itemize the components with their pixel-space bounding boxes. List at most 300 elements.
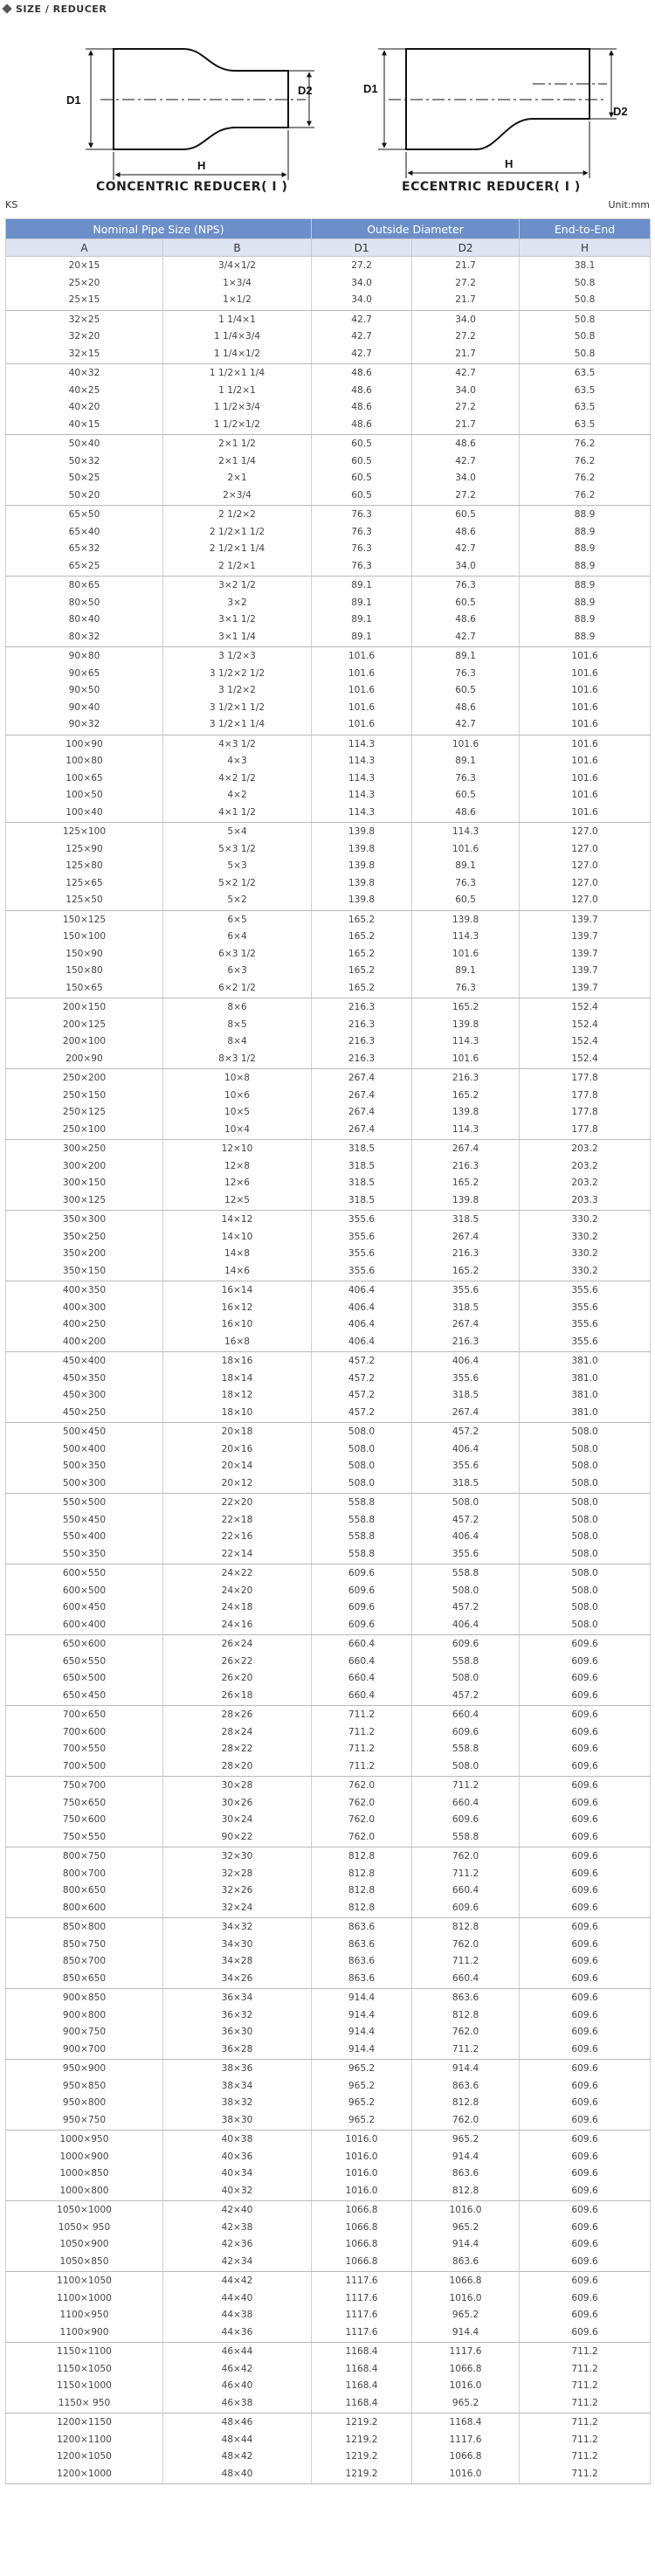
- cell-d1: [312, 647, 412, 736]
- cell-line: 750×650: [62, 1797, 107, 1808]
- cell-line: 1200×1000: [57, 2468, 112, 2479]
- cell-line: 46×44: [221, 2346, 253, 2357]
- cell-line: 355.6: [452, 1285, 479, 1295]
- cell-line: 101.6: [348, 685, 376, 695]
- header-nps: Nominal Pipe Size (NPS): [6, 219, 312, 239]
- cell-a: [6, 1423, 163, 1494]
- table-row-group: [6, 647, 651, 736]
- cell-a: [6, 364, 163, 435]
- cell-line: 34.0: [455, 314, 476, 325]
- cell-line: 12×8: [224, 1160, 251, 1171]
- cell-line: 1016.0: [345, 2134, 378, 2144]
- cell-line: 165.2: [452, 1178, 479, 1188]
- cell-line: 1000×850: [59, 2168, 109, 2179]
- cell-d2: [412, 1706, 520, 1777]
- cell-line: 21.7: [455, 260, 476, 271]
- cell-line: 609.6: [571, 1992, 598, 2003]
- cell-b: [163, 1635, 312, 1706]
- cell-line: 965.2: [348, 2097, 376, 2108]
- cell-line: 3 1/2×3: [218, 651, 256, 661]
- cell-line: 114.3: [348, 756, 376, 766]
- concentric-d2-label: D2: [298, 84, 313, 97]
- cell-line: 762.0: [452, 2027, 479, 2037]
- cell-h: [520, 435, 651, 506]
- cell-d2: [412, 1281, 520, 1352]
- cell-line: 1066.8: [449, 2451, 482, 2462]
- cell-line: 114.3: [348, 790, 376, 800]
- cell-line: 609.6: [571, 2310, 598, 2320]
- cell-line: 36×34: [221, 1992, 253, 2003]
- cell-line: 24×18: [221, 1602, 253, 1613]
- cell-a: [6, 910, 163, 998]
- cell-line: 12×5: [224, 1194, 251, 1205]
- cell-line: 88.9: [574, 560, 596, 571]
- cell-d1: [312, 1211, 412, 1281]
- cell-line: 600×450: [62, 1602, 107, 1613]
- cell-d1: [312, 1352, 412, 1423]
- cell-line: 88.9: [574, 631, 596, 642]
- cell-line: 16×12: [221, 1302, 253, 1313]
- cell-line: 139.7: [571, 931, 598, 942]
- cell-line: 101.6: [348, 719, 376, 729]
- cell-line: 457.2: [452, 1689, 479, 1701]
- cell-line: 609.6: [452, 1902, 479, 1913]
- cell-line: 711.2: [571, 2434, 598, 2445]
- cell-line: 10×4: [224, 1123, 251, 1135]
- cell-d1: [312, 435, 412, 506]
- cell-line: 609.6: [571, 1760, 598, 1771]
- cell-line: 139.7: [571, 965, 598, 976]
- cell-line: 914.4: [348, 2027, 376, 2037]
- cell-b: [163, 1211, 312, 1281]
- cell-line: 609.6: [571, 1673, 598, 1683]
- cell-a: [6, 1989, 163, 2060]
- cell-line: 2×3/4: [223, 489, 252, 501]
- cell-d1: [312, 823, 412, 911]
- cell-a: [6, 2414, 163, 2484]
- cell-b: [163, 435, 312, 506]
- cell-line: 650×450: [62, 1689, 107, 1701]
- cell-d1: [312, 310, 412, 364]
- cell-h: [520, 1281, 651, 1352]
- section-title: SIZE / REDUCER: [16, 3, 107, 15]
- cell-line: 101.6: [571, 806, 598, 818]
- cell-b: [163, 1564, 312, 1635]
- cell-line: 21.7: [455, 294, 476, 305]
- cell-d1: [312, 2201, 412, 2272]
- cell-line: 34.0: [351, 294, 372, 305]
- cell-line: 48.6: [351, 418, 372, 430]
- cell-line: 762.0: [348, 1780, 376, 1791]
- cell-line: 18×10: [221, 1406, 253, 1418]
- cell-line: 609.6: [571, 1956, 598, 1966]
- cell-line: 800×650: [62, 1885, 107, 1896]
- table-row-group: [6, 2060, 651, 2131]
- cell-line: 965.2: [452, 2134, 479, 2144]
- cell-h: [520, 647, 651, 736]
- cell-line: 32×30: [221, 1851, 253, 1861]
- cell-line: 44×38: [221, 2310, 253, 2320]
- cell-line: 80×65: [68, 580, 100, 590]
- cell-line: 250×125: [62, 1107, 107, 1117]
- cell-line: 4×2: [227, 790, 247, 800]
- cell-a: [6, 2343, 163, 2414]
- cell-line: 406.4: [348, 1336, 376, 1347]
- cell-d2: [412, 435, 520, 506]
- cell-line: 30×28: [221, 1780, 253, 1791]
- cell-line: 40×36: [221, 2151, 253, 2162]
- cell-line: 46×42: [221, 2363, 253, 2374]
- cell-line: 508.0: [452, 1760, 479, 1771]
- cell-line: 34×30: [221, 1938, 253, 1950]
- cell-line: 609.6: [571, 2276, 598, 2286]
- cell-b: [163, 1140, 312, 1211]
- cell-line: 26×22: [221, 1655, 253, 1667]
- cell-b: [163, 2272, 312, 2343]
- cell-line: 60.5: [455, 685, 476, 695]
- cell-d1: [312, 364, 412, 435]
- header-end-to-end: End-to-End: [520, 219, 651, 239]
- cell-line: 12×6: [224, 1178, 251, 1188]
- cell-d2: [412, 1494, 520, 1564]
- cell-line: 177.8: [571, 1123, 598, 1135]
- cell-line: 48.6: [455, 701, 476, 713]
- cell-line: 812.8: [452, 2009, 479, 2020]
- cell-line: 1117.6: [345, 2292, 378, 2303]
- cell-h: [520, 2201, 651, 2272]
- cell-line: 950×800: [62, 2097, 107, 2108]
- cell-line: 90×22: [221, 1831, 253, 1842]
- cell-line: 50×32: [68, 455, 100, 466]
- cell-line: 42×34: [221, 2255, 253, 2267]
- cell-line: 609.6: [348, 1585, 376, 1596]
- cell-a: [6, 1069, 163, 1140]
- cell-line: 267.4: [348, 1073, 376, 1083]
- cell-line: 3 1/2×1 1/4: [209, 719, 265, 729]
- cell-line: 27.2: [455, 331, 476, 342]
- cell-line: 60.5: [351, 439, 372, 449]
- cell-d2: [412, 735, 520, 823]
- cell-line: 34×32: [221, 1922, 253, 1932]
- cell-line: 318.5: [348, 1143, 376, 1154]
- cell-line: 609.6: [571, 2292, 598, 2303]
- cell-line: 18×12: [221, 1390, 253, 1400]
- cell-line: 2×1 1/4: [218, 455, 256, 466]
- cell-line: 80×40: [68, 614, 100, 625]
- cell-h: [520, 506, 651, 577]
- cell-line: 660.4: [452, 1709, 479, 1720]
- cell-line: 90×50: [68, 685, 100, 695]
- cell-h: [520, 1352, 651, 1423]
- cell-line: 508.0: [571, 1619, 598, 1630]
- concentric-h-label: H: [197, 159, 206, 172]
- cell-line: 711.2: [452, 1956, 479, 1966]
- cell-line: 400×200: [62, 1336, 107, 1347]
- table-row-group: [6, 2414, 651, 2484]
- cell-line: 318.5: [348, 1194, 376, 1205]
- cell-line: 36×30: [221, 2027, 253, 2037]
- cell-line: 1219.2: [345, 2417, 378, 2428]
- cell-line: 216.3: [452, 1160, 479, 1171]
- cell-line: 34×28: [221, 1956, 253, 1966]
- cell-line: 8×5: [227, 1019, 247, 1030]
- cell-b: [163, 257, 312, 311]
- cell-line: 1117.6: [345, 2310, 378, 2320]
- cell-line: 1016.0: [345, 2185, 378, 2196]
- cell-line: 711.2: [571, 2346, 598, 2357]
- cell-b: [163, 2414, 312, 2484]
- cell-line: 165.2: [348, 982, 376, 993]
- cell-line: 812.8: [348, 1868, 376, 1879]
- cell-line: 2 1/2×1 1/4: [209, 543, 265, 554]
- cell-line: 5×3 1/2: [218, 843, 256, 854]
- cell-line: 558.8: [452, 1568, 479, 1578]
- cell-line: 32×15: [68, 348, 100, 359]
- cell-line: 711.2: [571, 2380, 598, 2391]
- cell-line: 16×14: [221, 1285, 253, 1295]
- cell-line: 125×65: [66, 877, 103, 888]
- cell-line: 267.4: [452, 1143, 479, 1154]
- cell-line: 762.0: [348, 1831, 376, 1842]
- cell-line: 1 1/2×1 1/4: [209, 368, 265, 378]
- cell-line: 34.0: [455, 473, 476, 483]
- cell-line: 850×800: [62, 1922, 107, 1932]
- cell-line: 609.6: [571, 1868, 598, 1879]
- cell-line: 400×250: [62, 1319, 107, 1329]
- cell-line: 50.8: [574, 348, 596, 359]
- cell-d1: [312, 257, 412, 311]
- cell-line: 63.5: [574, 368, 596, 378]
- cell-h: [520, 1706, 651, 1777]
- table-row-group: [6, 1494, 651, 1564]
- cell-line: 101.6: [571, 756, 598, 766]
- cell-line: 42×40: [221, 2205, 253, 2215]
- cell-line: 48.6: [455, 526, 476, 537]
- table-row-group: [6, 998, 651, 1069]
- cell-line: 812.8: [348, 1902, 376, 1913]
- cell-h: [520, 1777, 651, 1847]
- cell-line: 114.3: [452, 826, 479, 837]
- cell-line: 914.4: [348, 2043, 376, 2055]
- cell-line: 965.2: [452, 2221, 479, 2233]
- cell-line: 4×2 1/2: [218, 772, 256, 784]
- cell-line: 80×50: [68, 597, 100, 608]
- cell-d1: [312, 998, 412, 1069]
- cell-line: 127.0: [571, 877, 598, 888]
- cell-line: 150×125: [62, 914, 107, 925]
- cell-line: 508.0: [348, 1426, 376, 1437]
- cell-line: 76.2: [574, 439, 596, 449]
- cell-d1: [312, 1564, 412, 1635]
- cell-line: 27.2: [351, 260, 372, 271]
- cell-line: 25×20: [68, 277, 100, 288]
- cell-line: 76.3: [455, 580, 476, 590]
- cell-line: 1100×900: [59, 2326, 109, 2338]
- cell-line: 14×6: [224, 1265, 251, 1276]
- cell-line: 1150×1050: [57, 2363, 112, 2374]
- cell-d2: [412, 257, 520, 311]
- cell-line: 216.3: [348, 1002, 376, 1012]
- cell-line: 267.4: [348, 1107, 376, 1117]
- cell-line: 46×38: [221, 2397, 253, 2408]
- cell-line: 6×3 1/2: [218, 948, 256, 959]
- cell-line: 26×24: [221, 1639, 253, 1649]
- table-row-group: [6, 1847, 651, 1918]
- cell-line: 558.8: [452, 1744, 479, 1754]
- cell-line: 609.6: [571, 1797, 598, 1808]
- cell-line: 44×40: [221, 2292, 253, 2303]
- cell-line: 863.6: [348, 1938, 376, 1950]
- cell-line: 48.6: [351, 384, 372, 396]
- cell-line: 1016.0: [449, 2468, 482, 2479]
- cell-line: 558.8: [348, 1514, 376, 1525]
- cell-line: 609.6: [571, 2114, 598, 2125]
- cell-line: 26×18: [221, 1689, 253, 1701]
- cell-line: 1 1/4×1: [218, 314, 256, 325]
- cell-line: 406.4: [452, 1443, 479, 1454]
- cell-line: 65×50: [68, 509, 100, 520]
- cell-d1: [312, 1423, 412, 1494]
- cell-d1: [312, 1847, 412, 1918]
- cell-line: 1066.8: [345, 2205, 378, 2215]
- cell-line: 508.0: [571, 1497, 598, 1508]
- cell-line: 100×90: [66, 738, 103, 749]
- cell-line: 200×100: [62, 1036, 107, 1046]
- cell-line: 34×26: [221, 1972, 253, 1984]
- cell-line: 50×40: [68, 439, 100, 449]
- cell-line: 48.6: [455, 806, 476, 818]
- cell-line: 406.4: [348, 1285, 376, 1295]
- cell-line: 609.6: [571, 1639, 598, 1649]
- cell-h: [520, 735, 651, 823]
- cell-line: 30×26: [221, 1797, 253, 1808]
- cell-line: 4×1 1/2: [218, 806, 256, 818]
- cell-line: 3×1 1/2: [218, 614, 256, 625]
- cell-line: 139.8: [452, 1019, 479, 1030]
- table-row-group: [6, 506, 651, 577]
- cell-line: 711.2: [571, 2363, 598, 2374]
- cell-line: 114.3: [452, 931, 479, 942]
- cell-line: 750×600: [62, 1814, 107, 1825]
- cell-line: 609.6: [571, 1744, 598, 1754]
- cell-d2: [412, 1140, 520, 1211]
- cell-d2: [412, 1211, 520, 1281]
- cell-line: 500×300: [62, 1477, 107, 1488]
- cell-d2: [412, 1847, 520, 1918]
- cell-line: 80×32: [68, 631, 100, 642]
- cell-line: 40×34: [221, 2168, 253, 2179]
- cell-line: 250×150: [62, 1089, 107, 1101]
- cell-line: 609.6: [571, 1922, 598, 1932]
- cell-b: [163, 823, 312, 911]
- cell-line: 6×3: [227, 965, 247, 976]
- cell-line: 150×100: [62, 931, 107, 942]
- cell-line: 10×5: [224, 1107, 251, 1117]
- cell-line: 165.2: [348, 948, 376, 959]
- cell-line: 1 1/4×3/4: [213, 331, 261, 342]
- cell-line: 6×4: [227, 931, 247, 942]
- cell-line: 76.3: [455, 667, 476, 679]
- cell-line: 1168.4: [345, 2346, 378, 2357]
- cell-line: 165.2: [348, 931, 376, 942]
- cell-b: [163, 735, 312, 823]
- cell-a: [6, 1777, 163, 1847]
- cell-line: 660.4: [452, 1885, 479, 1896]
- cell-line: 88.9: [574, 543, 596, 554]
- cell-h: [520, 364, 651, 435]
- cell-line: 300×250: [62, 1143, 107, 1154]
- cell-line: 139.8: [348, 826, 376, 837]
- cell-line: 600×550: [62, 1568, 107, 1578]
- cell-line: 32×20: [68, 331, 100, 342]
- cell-line: 400×300: [62, 1302, 107, 1313]
- cell-line: 44×36: [221, 2326, 253, 2338]
- diamond-bullet-icon: [2, 3, 11, 13]
- cell-d1: [312, 577, 412, 647]
- cell-d2: [412, 1989, 520, 2060]
- cell-line: 42×36: [221, 2239, 253, 2249]
- cell-line: 22×18: [221, 1514, 253, 1525]
- cell-line: 800×700: [62, 1868, 107, 1879]
- cell-line: 1168.4: [449, 2417, 482, 2428]
- cell-line: 40×32: [221, 2185, 253, 2196]
- cell-line: 500×350: [62, 1461, 107, 1471]
- cell-line: 609.6: [571, 2043, 598, 2055]
- cell-b: [163, 1494, 312, 1564]
- cell-line: 500×400: [62, 1443, 107, 1454]
- cell-line: 150×80: [66, 965, 103, 976]
- cell-line: 5×2: [227, 894, 247, 905]
- cell-line: 609.6: [452, 1726, 479, 1737]
- cell-line: 89.1: [351, 614, 372, 625]
- cell-a: [6, 2201, 163, 2272]
- cell-line: 139.8: [348, 843, 376, 854]
- cell-line: 508.0: [571, 1477, 598, 1488]
- cell-line: 216.3: [348, 1036, 376, 1046]
- cell-line: 500×450: [62, 1426, 107, 1437]
- cell-line: 88.9: [574, 509, 596, 520]
- cell-line: 200×125: [62, 1019, 107, 1030]
- cell-line: 457.2: [348, 1390, 376, 1400]
- cell-line: 3 1/2×2 1/2: [209, 667, 265, 679]
- cell-line: 609.6: [571, 2168, 598, 2179]
- cell-line: 28×20: [221, 1760, 253, 1771]
- cell-line: 14×10: [221, 1231, 253, 1242]
- cell-line: 762.0: [348, 1814, 376, 1825]
- cell-line: 250×200: [62, 1073, 107, 1083]
- cell-line: 1016.0: [449, 2380, 482, 2391]
- cell-line: 318.5: [452, 1390, 479, 1400]
- cell-line: 550×500: [62, 1497, 107, 1508]
- cell-d2: [412, 910, 520, 998]
- cell-line: 1000×900: [59, 2151, 109, 2162]
- cell-b: [163, 1847, 312, 1918]
- section-header: [0, 0, 107, 17]
- cell-line: 609.6: [348, 1619, 376, 1630]
- cell-line: 650×550: [62, 1655, 107, 1667]
- cell-line: 114.3: [452, 1036, 479, 1046]
- cell-line: 355.6: [452, 1461, 479, 1471]
- eccentric-d1-label: D1: [363, 82, 378, 95]
- cell-h: [520, 1635, 651, 1706]
- cell-line: 508.0: [571, 1568, 598, 1578]
- cell-line: 34.0: [455, 560, 476, 571]
- cell-line: 177.8: [571, 1107, 598, 1117]
- cell-line: 558.8: [348, 1497, 376, 1508]
- cell-line: 2 1/2×1: [218, 560, 256, 571]
- cell-line: 76.3: [351, 543, 372, 554]
- cell-line: 609.6: [571, 1831, 598, 1842]
